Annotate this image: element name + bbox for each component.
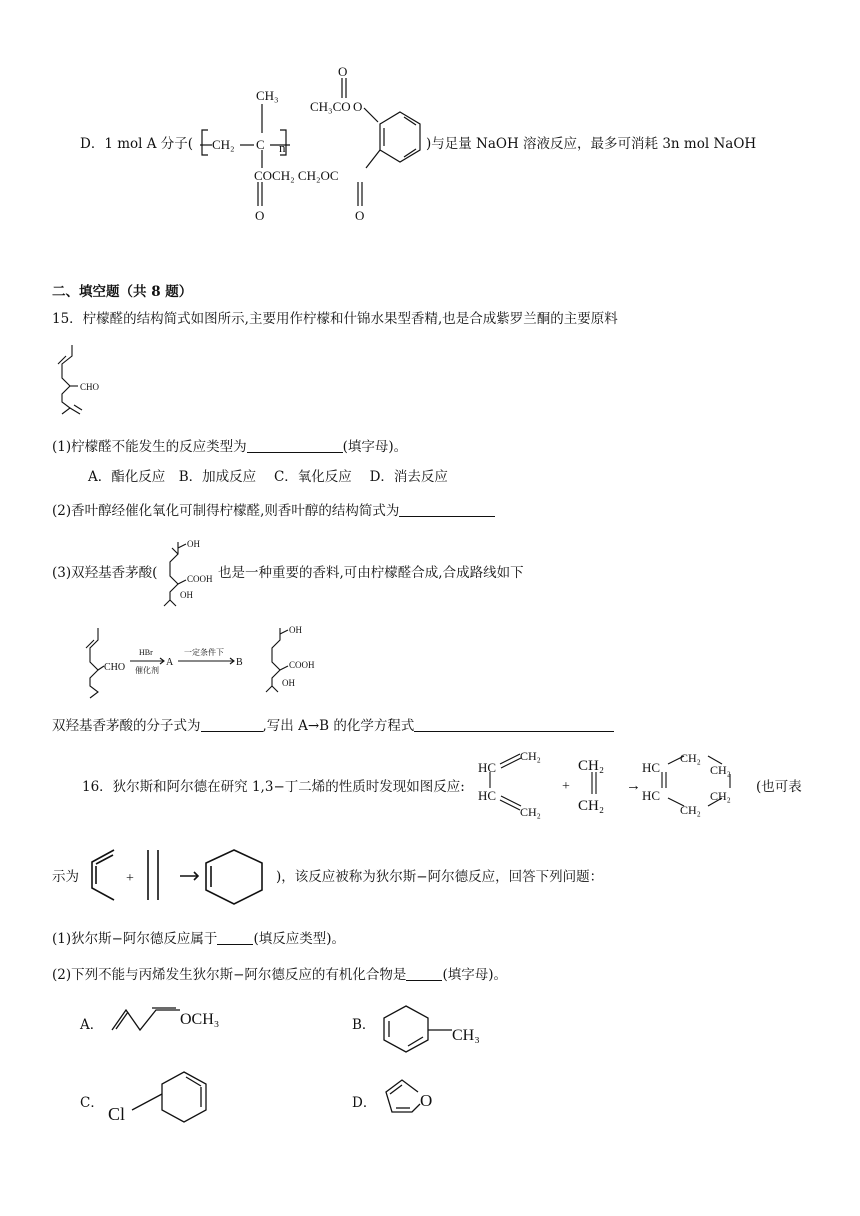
acid-cooh: COOH xyxy=(187,574,213,584)
acid-oh-bottom: OH xyxy=(180,590,193,600)
ring-ch2-4: CH₂ xyxy=(680,803,701,817)
ring-ch2-3: CH₂ xyxy=(710,789,731,803)
option-a-och3: OCH₃ xyxy=(180,1011,220,1028)
eq-arrow: → xyxy=(626,778,641,794)
q16-option-b-label: B． xyxy=(352,1017,376,1033)
polymer-acetyl: CH₃CO xyxy=(310,99,351,114)
polymer-oxo-left: O xyxy=(255,208,265,223)
polymer-ester-chain: COCH₂ CH₂OC xyxy=(254,168,339,183)
ring-hc-top: HC xyxy=(642,760,661,775)
q16-option-d-label: D． xyxy=(352,1095,377,1111)
q15-stem: 15．柠檬醛的结构简式如图所示,主要用作柠檬和什锦水果型香精,也是合成紫罗兰酮的主要原料 xyxy=(52,311,618,327)
q15-p3-tail: 也是一种重要的香料,可由柠檬醛合成,合成路线如下 xyxy=(218,565,524,581)
ethylene-ch2-bottom: CH₂ xyxy=(578,798,605,814)
q15-p4-mid: ,写出 A→B 的化学方程式 xyxy=(262,718,415,734)
option-d-oxygen: O xyxy=(420,1091,433,1110)
diene-hc-bottom: HC xyxy=(478,788,497,803)
route-cooh: COOH xyxy=(289,660,315,670)
route-hbr: HBr xyxy=(139,648,153,657)
diene-ch2-top: CH₂ xyxy=(520,749,541,763)
q16-stem-head: 16．狄尔斯和阿尔德在研究 1,3−丁二烯的性质时发现如图反应: xyxy=(82,779,465,795)
route-cho: CHO xyxy=(104,662,126,673)
q16-line2-head: 示为 xyxy=(52,869,79,885)
eq-plus: + xyxy=(562,779,570,794)
option-d-prefix: D．1 mol A 分子( xyxy=(80,136,194,152)
route-condition: 一定条件下 xyxy=(184,648,224,657)
skeletal-plus: + xyxy=(126,871,134,886)
q16-stem-tail: (也可表 xyxy=(756,779,802,795)
q16-p2-tail: (填字母)。 xyxy=(442,967,507,983)
q15-p1-tail: (填字母)。 xyxy=(342,439,408,455)
q15-p1-options: A．酯化反应 B．加成反应 C．氧化反应 D．消去反应 xyxy=(88,469,448,485)
option-c-cl: Cl xyxy=(108,1104,126,1124)
polymer-acetyl-oxo: O xyxy=(338,64,348,79)
route-b: B xyxy=(236,657,243,668)
polymer-ch3: CH₃ xyxy=(256,88,279,103)
acid-oh-top: OH xyxy=(187,539,200,549)
polymer-acetyl-o: O xyxy=(353,99,363,114)
polymer-c: C xyxy=(256,137,265,152)
route-catalyst: 催化剂 xyxy=(135,666,159,675)
q15-p3-head: (3)双羟基香茅酸( xyxy=(52,565,158,581)
diene-hc-top: HC xyxy=(478,760,497,775)
polymer-ch2: CH₂ xyxy=(212,137,235,152)
q16-p1-tail: (填反应类型)。 xyxy=(253,931,345,947)
polymer-n: n xyxy=(279,140,286,155)
option-d-suffix: )与足量 NaOH 溶液反应，最多可消耗 3n mol NaOH xyxy=(426,136,757,152)
polymer-oxo-right: O xyxy=(355,208,365,223)
route-oh-bottom: OH xyxy=(282,678,295,688)
ring-ch2-1: CH₂ xyxy=(680,751,701,765)
q16-p2-text: (2)下列不能与丙烯发生狄尔斯−阿尔德反应的有机化合物是 xyxy=(52,967,407,983)
q15-p4-head: 双羟基香茅酸的分子式为 xyxy=(52,718,201,734)
route-oh-top: OH xyxy=(289,625,302,635)
q16-option-c-label: C． xyxy=(80,1095,104,1111)
ethylene-ch2-top: CH₂ xyxy=(578,758,605,774)
q15-p1-text: (1)柠檬醛不能发生的反应类型为 xyxy=(52,439,247,455)
q16-p1-text: (1)狄尔斯−阿尔德反应属于 xyxy=(52,931,218,947)
section-title: 二、填空题（共 8 题） xyxy=(52,284,193,300)
ring-ch2-2: CH₂ xyxy=(710,763,731,777)
citral-cho: CHO xyxy=(80,382,100,392)
option-b-ch3: CH₃ xyxy=(452,1027,480,1044)
q16-option-a-label: A． xyxy=(80,1017,104,1033)
diene-ch2-bottom: CH₂ xyxy=(520,805,541,819)
route-a: A xyxy=(166,657,174,668)
ring-hc-bottom: HC xyxy=(642,788,661,803)
q15-p2-text: (2)香叶醇经催化氧化可制得柠檬醛,则香叶醇的结构简式为 xyxy=(52,503,400,519)
q16-line2-tail: )，该反应被称为狄尔斯−阿尔德反应，回答下列问题： xyxy=(276,869,604,885)
